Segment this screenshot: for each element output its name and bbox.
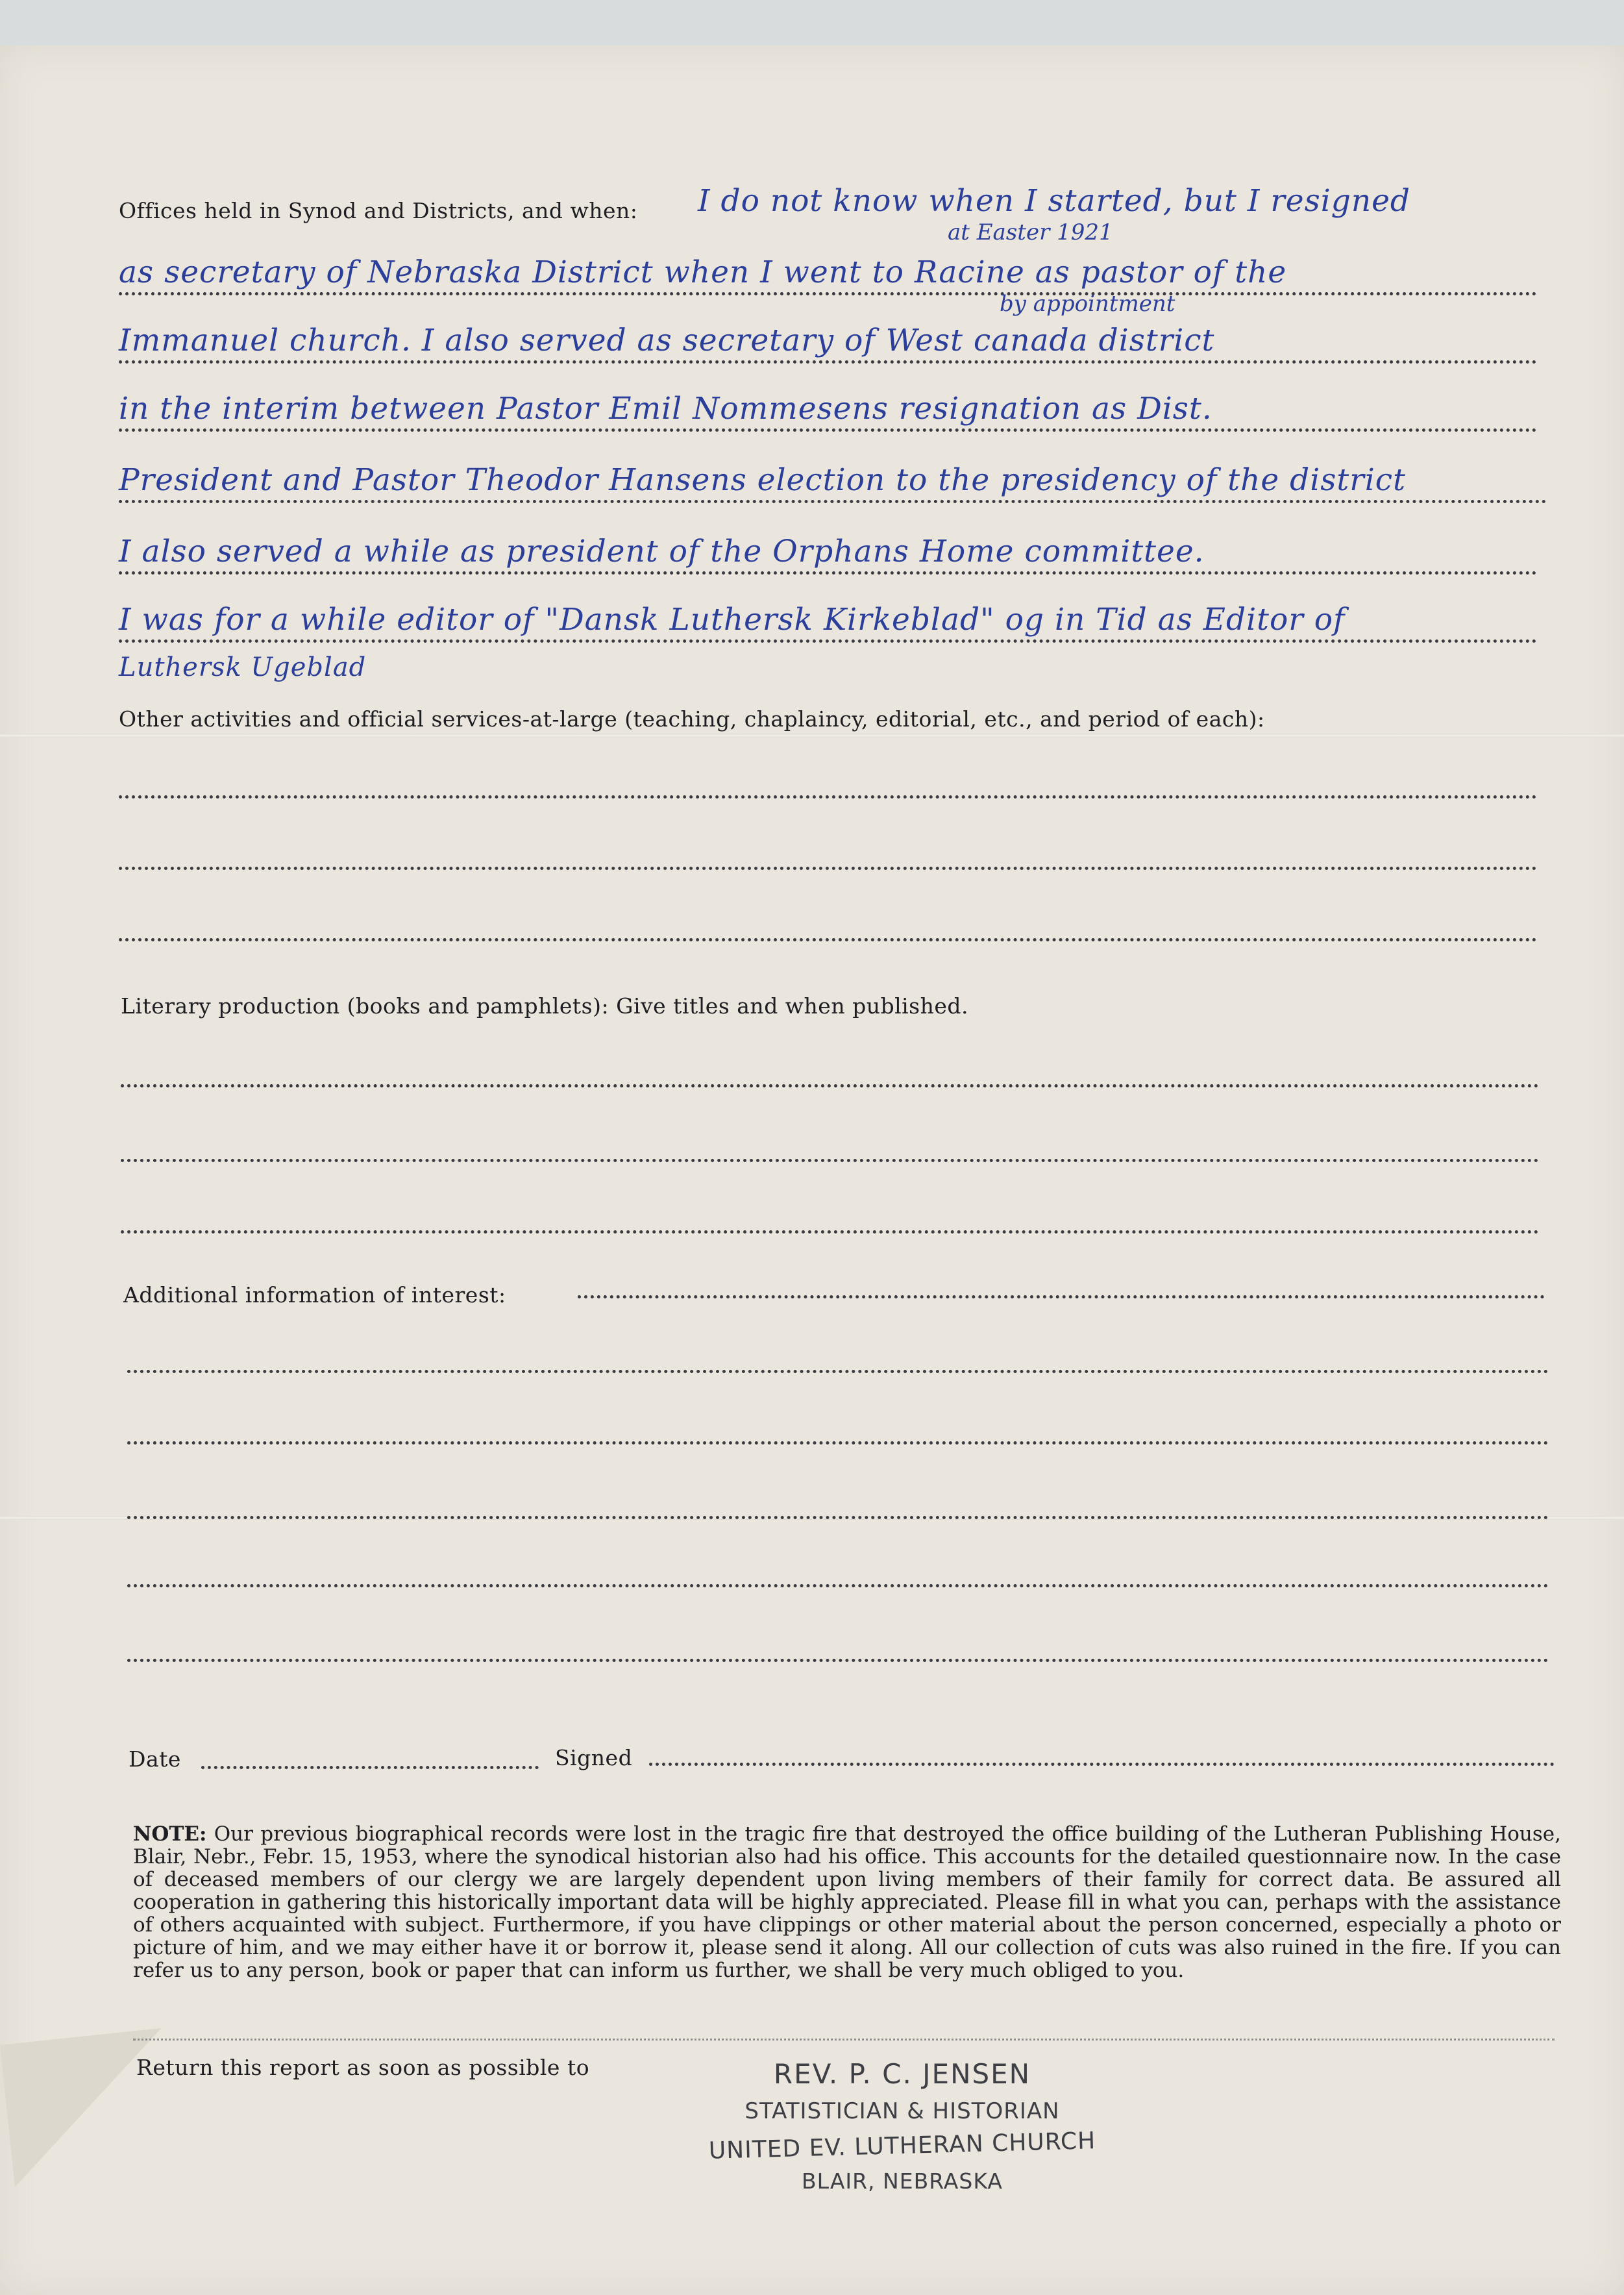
answer-line <box>119 292 1537 295</box>
answer-line <box>119 867 1537 870</box>
stamp-title: STATISTICIAN & HISTORIAN <box>744 2098 1060 2124</box>
answer-line <box>119 571 1537 575</box>
handwriting-line-7: I was for a while editor of "Dansk Luthersk Kirkeblad" og in Tid as Editor of <box>119 602 1346 638</box>
return-label: Return this report as soon as possible to <box>136 2055 590 2080</box>
additional-info-label: Additional information of interest: <box>123 1282 506 1308</box>
answer-line <box>127 1659 1549 1662</box>
answer-line <box>121 1230 1539 1234</box>
separator-line <box>133 2039 1555 2041</box>
signature-line <box>649 1763 1555 1766</box>
date-label: Date <box>129 1746 181 1772</box>
answer-line <box>127 1370 1549 1373</box>
answer-line <box>119 938 1537 941</box>
handwriting-line-1: I do not know when I started, but I resigned <box>698 183 1411 219</box>
paper-fold <box>0 734 1624 738</box>
note-paragraph <box>133 1823 1561 1982</box>
answer-line <box>121 1084 1539 1087</box>
answer-line <box>127 1516 1549 1519</box>
note-label: NOTE: <box>133 1822 207 1846</box>
handwriting-insert-appointment: by appointment <box>1000 291 1175 317</box>
folded-corner <box>0 2028 177 2187</box>
offices-label: Offices held in Synod and Districts, and when: <box>119 198 638 223</box>
answer-line <box>119 360 1537 364</box>
answer-line <box>119 639 1537 643</box>
handwriting-line-2: as secretary of Nebraska District when I went to Racine as pastor of the <box>119 254 1287 290</box>
handwriting-line-5: President and Pastor Theodor Hansens election to the presidency of the district <box>119 462 1407 498</box>
signed-label: Signed <box>555 1745 633 1770</box>
stamp-location: BLAIR, NEBRASKA <box>802 2168 1003 2194</box>
handwriting-line-3: Immanuel church. I also served as secretary of West canada district <box>119 323 1215 358</box>
handwriting-line-6: I also served a while as president of the Orphans Home committee. <box>119 534 1205 569</box>
date-line <box>201 1766 539 1769</box>
answer-line <box>127 1441 1549 1445</box>
handwriting-line-8: Luthersk Ugeblad <box>119 652 367 682</box>
stamp-name: REV. P. C. JENSEN <box>773 2058 1031 2090</box>
stamp-church: UNITED EV. LUTHERAN CHURCH <box>708 2128 1096 2165</box>
note-text: Our previous biographical records were lost in the tragic fire that destroyed the office building of the Lutheran Publishing House, Blair, Nebr., Febr. 15, 1953, where the synodical historian also had his office. This accounts for the detailed questionnaire now. In the case of deceased members of our clergy we are largely dependent upon living members of their family for correct data. Be assured all cooperation in gathering this historically important data will be highly appreciated. Please fill in what you can, perhaps with the assistance of others acquainted with subject. Furthermore, if you have clippings or other material about the person concerned, especially a photo or picture of him, and we may either have it or borrow it, please send it along. All our collection of cuts was also ruined in the fire. If you can refer us to any person, book or paper that can inform us further, we shall be very much obliged to you. <box>133 1822 1561 1982</box>
answer-line <box>121 1159 1539 1162</box>
answer-line <box>119 428 1537 432</box>
handwriting-insert-easter: at Easter 1921 <box>948 219 1113 245</box>
literary-production-label: Literary production (books and pamphlets): Give titles and when published. <box>121 993 969 1019</box>
answer-line <box>119 500 1547 503</box>
handwriting-line-4: in the interim between Pastor Emil Nommesens resignation as Dist. <box>119 391 1212 427</box>
other-activities-label: Other activities and official services-at-large (teaching, chaplaincy, editorial, etc., and period of each): <box>119 706 1265 732</box>
answer-line <box>119 795 1537 799</box>
answer-line <box>127 1584 1549 1587</box>
answer-line <box>578 1295 1545 1298</box>
